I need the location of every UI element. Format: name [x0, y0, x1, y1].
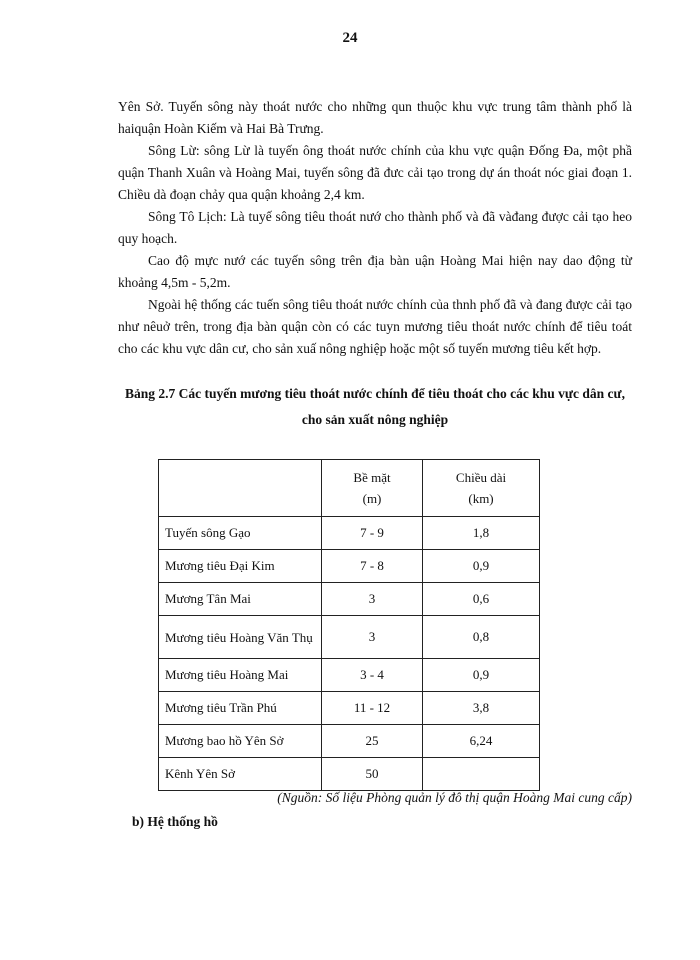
header-surface: [322, 460, 423, 517]
row-length: 0,8: [423, 616, 540, 659]
row-name: Mương bao hồ Yên Sở: [159, 725, 322, 758]
row-surface: 7 - 8: [322, 550, 423, 583]
row-length: [423, 758, 540, 791]
paragraph: Yên Sở. Tuyến sông này thoát nước cho những qun thuộc khu vực trung tâm thành phố là haiquận Hoàn Kiếm và Hai Bà Trưng.: [118, 99, 632, 136]
table-row: [159, 725, 540, 758]
header-length-label: Chiều dài: [455, 470, 507, 485]
row-length: 0,9: [423, 550, 540, 583]
row-surface: 3: [322, 616, 423, 659]
row-length: 1,8: [423, 517, 540, 550]
row-length: 0,6: [423, 583, 540, 616]
table-row: [159, 659, 540, 692]
row-surface: 50: [322, 758, 423, 791]
row-name: Mương tiêu Trần Phú: [159, 692, 322, 725]
table-row: [159, 692, 540, 725]
table-row: [159, 758, 540, 791]
table-caption: Bảng 2.7 Các tuyến mương tiêu thoát nước chính để tiêu thoát cho các khu vực dân cư, cho sản xuất nông nghiệp: [124, 386, 625, 427]
row-length: 0,9: [423, 659, 540, 692]
row-name: Mương tiêu Đại Kim: [159, 550, 322, 583]
paragraph: Ngoài hệ thống các tuến sông tiêu thoát nước chính của thnh phố đã và đang được cải tạo như nêuở trên, trong địa bàn quận còn có các tuyn mương tiêu thoát nước chính để tiêu toát cho các khu vực dân cư, cho sản xuấ nông nghiệp hoặc một số tuyến mương tiêu kết hợp.: [118, 297, 632, 356]
row-surface: 7 - 9: [322, 517, 423, 550]
table-row: [159, 583, 540, 616]
row-length: 6,24: [423, 725, 540, 758]
table-row: [159, 550, 540, 583]
row-name: Tuyến sông Gạo: [159, 517, 322, 550]
row-name: Kênh Yên Sở: [159, 758, 322, 791]
header-surface-unit: (m): [362, 491, 382, 506]
row-surface: 25: [322, 725, 423, 758]
row-name: Mương tiêu Hoàng Văn Thụ: [159, 616, 322, 659]
row-length: 3,8: [423, 692, 540, 725]
row-surface: 3 - 4: [322, 659, 423, 692]
drainage-table: [158, 459, 540, 791]
row-surface: 3: [322, 583, 423, 616]
page-number: 24: [342, 30, 358, 46]
table-header-row: [159, 460, 540, 517]
paragraph: Sông Tô Lịch: Là tuyế sông tiêu thoát nướ cho thành phố và đã vàđang được cải tạo heo quy hoạch.: [118, 209, 632, 246]
row-surface: 11 - 12: [322, 692, 423, 725]
row-name: Mương tiêu Hoàng Mai: [159, 659, 322, 692]
header-length-unit: (km): [468, 491, 494, 506]
table-row: [159, 517, 540, 550]
body-text: [118, 96, 632, 360]
row-name: Mương Tân Mai: [159, 583, 322, 616]
paragraph: Cao độ mực nướ các tuyến sông trên địa bàn uận Hoàng Mai hiện nay dao động từ khoảng 4,5m - 5,2m.: [118, 253, 632, 290]
paragraph: Sông Lừ: sông Lừ là tuyến ông thoát nước chính của khu vực quận Đống Đa, một phầ quận Thanh Xuân và Hoàng Mai, tuyến sông đã đưc cải tạo trong dự án thoát nóc giai đoạn 1. Chiều dà đoạn chảy qua quận khoảng 2,4 km.: [118, 143, 632, 202]
header-length: [423, 460, 540, 517]
header-name: [159, 460, 322, 517]
table-row: [159, 616, 540, 659]
table-source: (Nguồn: Số liệu Phòng quản lý đô thị quận Hoàng Mai cung cấp): [277, 790, 632, 805]
header-surface-label: Bề mặt: [353, 470, 391, 485]
section-subheading: b) Hệ thống hồ: [132, 814, 218, 829]
